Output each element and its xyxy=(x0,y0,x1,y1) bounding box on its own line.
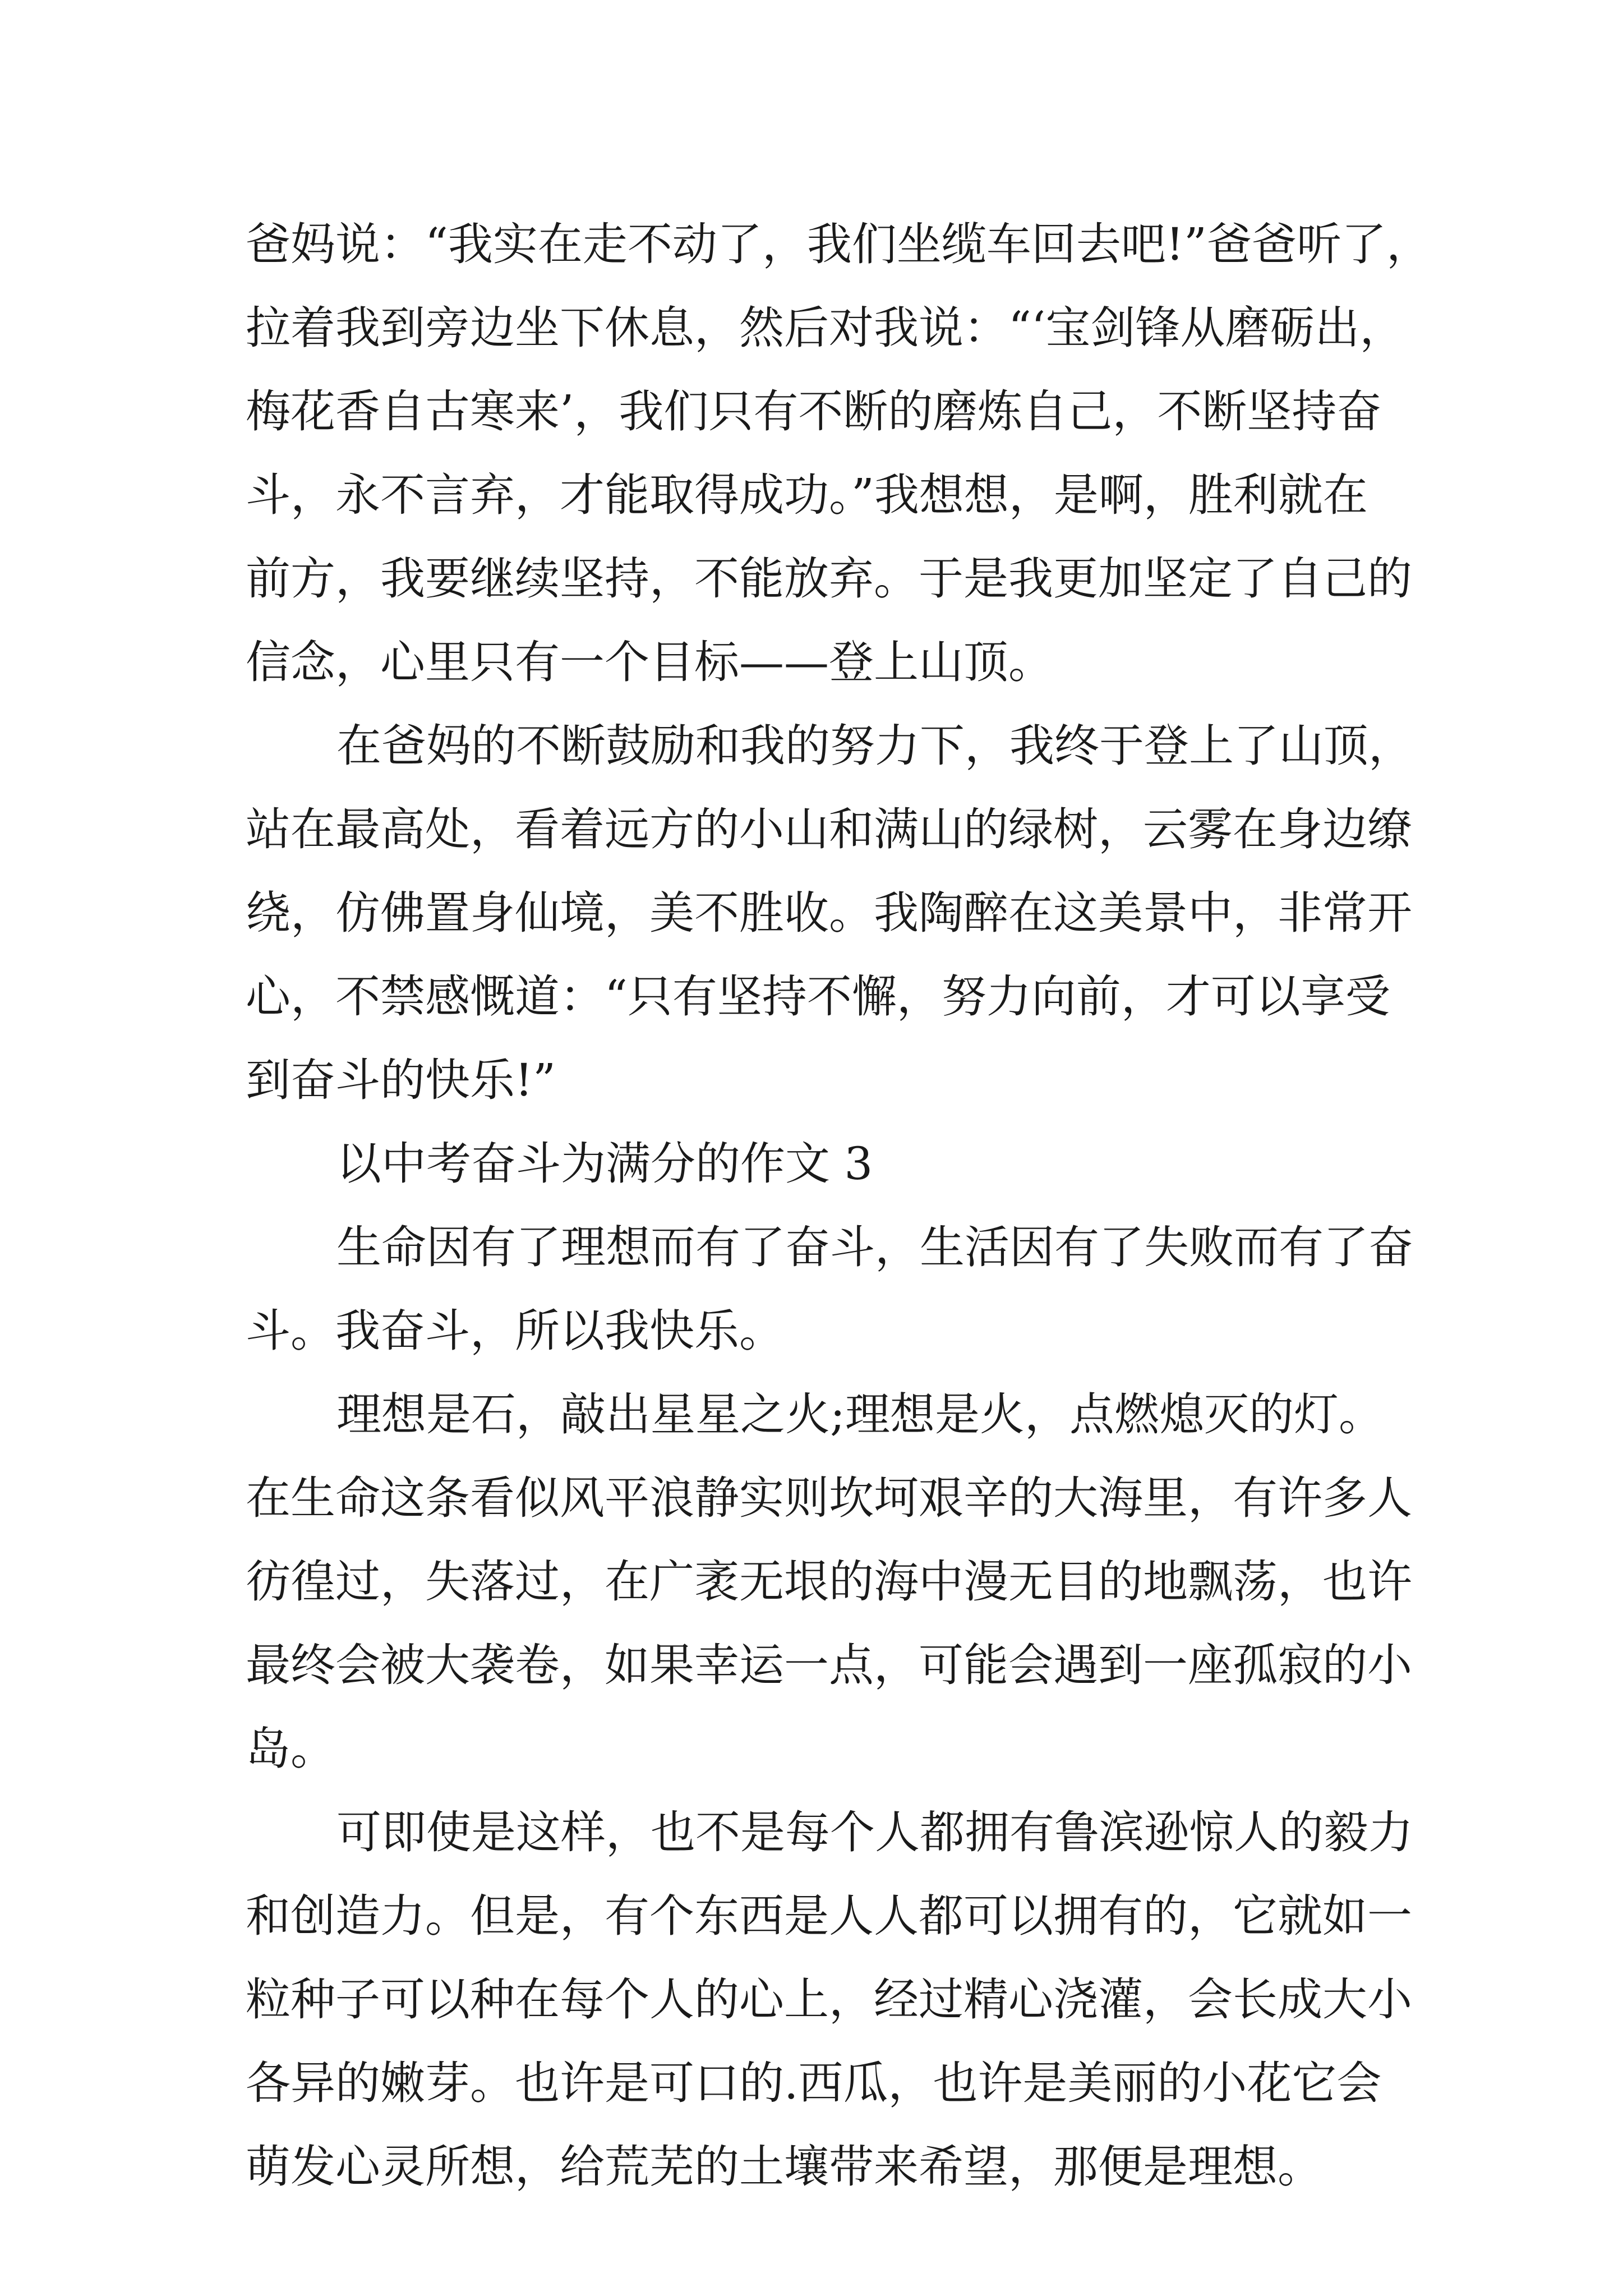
text-line: 在生命这条看似风平浪静实则坎坷艰辛的大海里，有许多人 xyxy=(246,1472,1412,1524)
text-line: 彷徨过，失落过，在广袤无垠的海中漫无目的地飘荡，也许 xyxy=(246,1556,1412,1608)
text-line: 前方，我要继续坚持，不能放弃。于是我更加坚定了自己的 xyxy=(246,553,1412,605)
text-line: 爸妈说：“我实在走不动了，我们坐缆车回去吧!”爸爸听了， xyxy=(246,218,1431,270)
text-line: 斗。我奋斗，所以我快乐。 xyxy=(246,1305,784,1357)
text-line: 绕，仿佛置身仙境，美不胜收。我陶醉在这美景中，非常开 xyxy=(246,887,1412,939)
text-line: 到奋斗的快乐!” xyxy=(246,1054,556,1106)
text-line: 生命因有了理想而有了奋斗，生活因有了失败而有了奋 xyxy=(336,1221,1413,1273)
text-line: 理想是石，敲出星星之火;理想是火，点燃熄灭的灯。 xyxy=(336,1388,1384,1441)
text-line: 站在最高处，看着远方的小山和满山的绿树，云雾在身边缭 xyxy=(246,803,1412,855)
text-line: 可即使是这样，也不是每个人都拥有鲁滨逊惊人的毅力 xyxy=(336,1806,1413,1858)
text-line: 和创造力。但是，有个东西是人人都可以拥有的，它就如一 xyxy=(246,1890,1412,1942)
text-line: 信念，心里只有一个目标——登上山顶。 xyxy=(246,636,1053,688)
text-line: 拉着我到旁边坐下休息，然后对我说：“‘宝剑锋从磨砺出， xyxy=(246,302,1405,354)
text-line: 岛。 xyxy=(246,1723,335,1775)
text-line: 萌发心灵所想，给荒芜的土壤带来希望，那便是理想。 xyxy=(246,2141,1322,2193)
text-line: 各异的嫩芽。也许是可口的.西瓜，也许是美丽的小花它会 xyxy=(246,2057,1382,2109)
text-line: 心，不禁感慨道：“只有坚持不懈，努力向前，才可以享受 xyxy=(246,970,1390,1023)
text-line: 最终会被大袭卷，如果幸运一点，可能会遇到一座孤寂的小 xyxy=(246,1639,1412,1691)
section-heading: 以中考奋斗为满分的作文 3 xyxy=(336,1138,873,1190)
text-line: 梅花香自古寒来’，我们只有不断的磨炼自己，不断坚持奋 xyxy=(246,385,1382,438)
text-line: 在爸妈的不断鼓励和我的努力下，我终于登上了山顶， xyxy=(336,720,1413,772)
text-line: 斗，永不言弃，才能取得成功。”我想想，是啊，胜利就在 xyxy=(246,469,1368,521)
text-line: 粒种子可以种在每个人的心上，经过精心浇灌，会长成大小 xyxy=(246,1973,1412,2026)
